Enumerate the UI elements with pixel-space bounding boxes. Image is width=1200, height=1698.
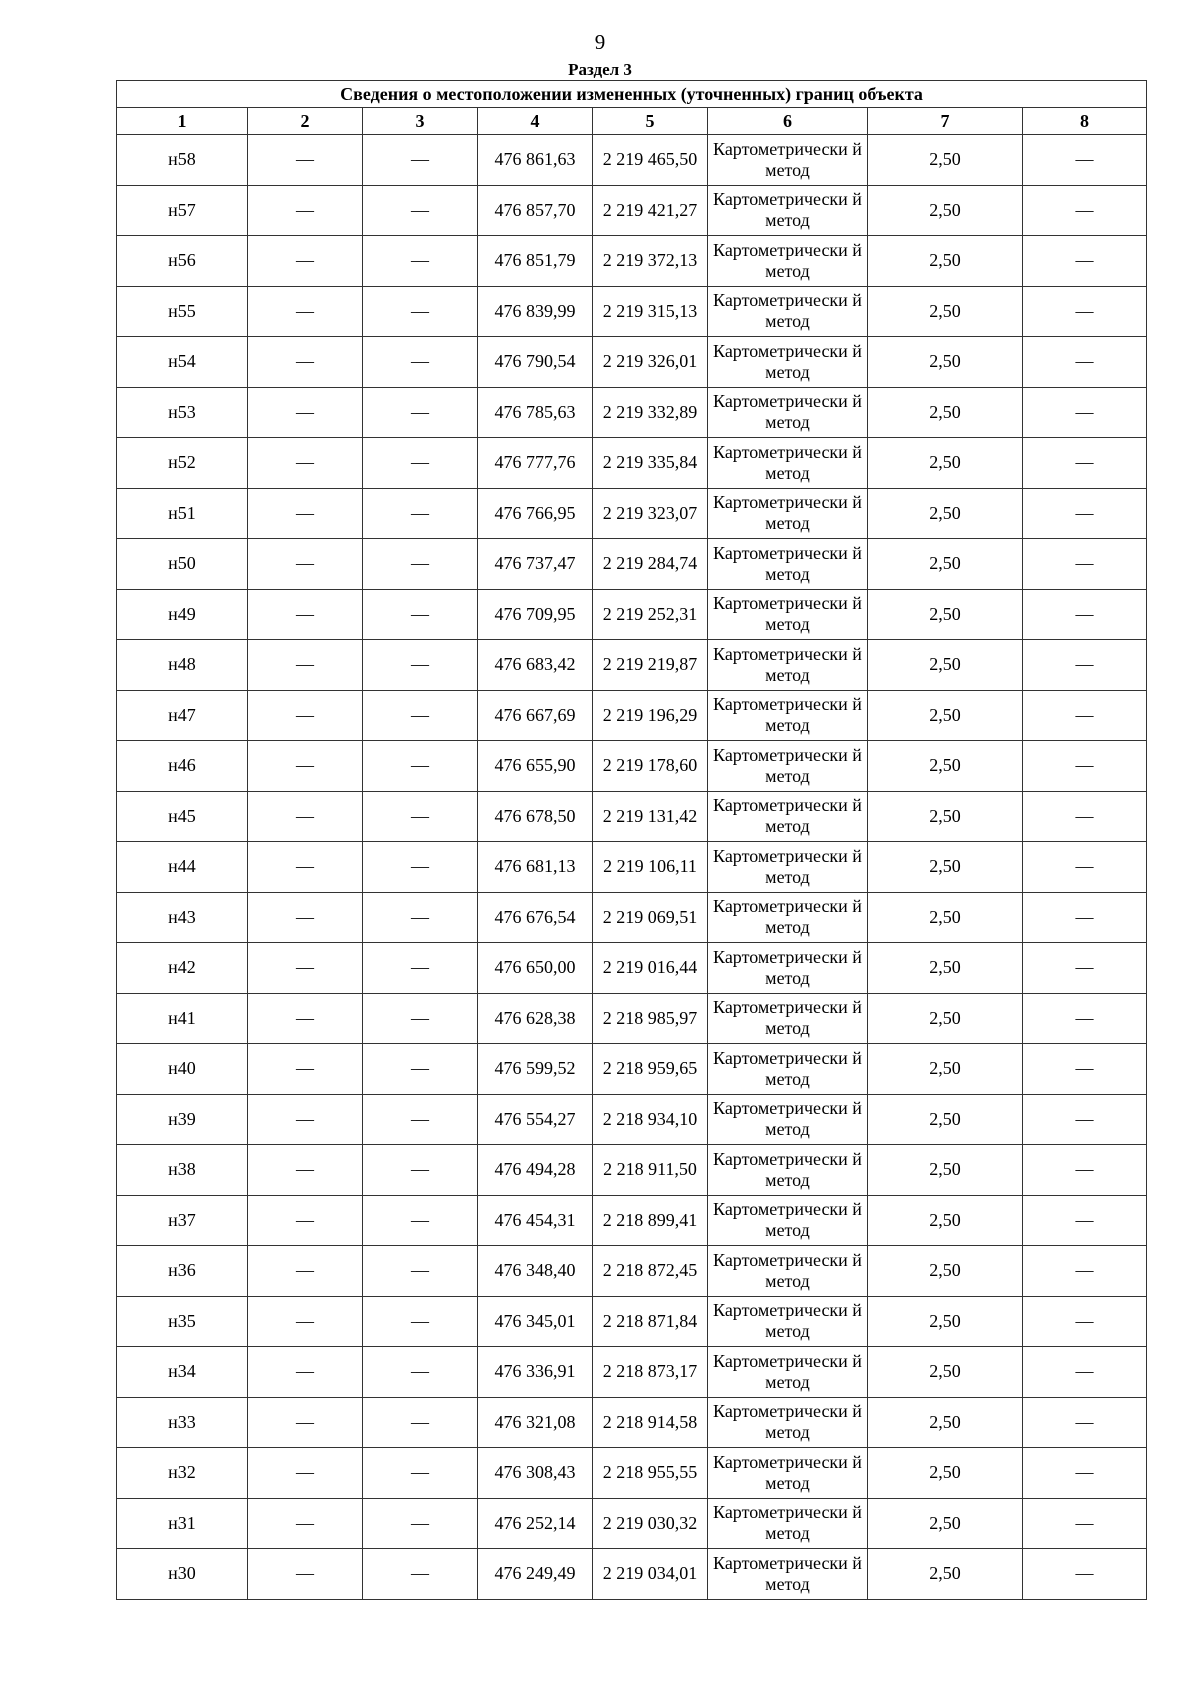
x-coordinate: 476 737,47 bbox=[478, 539, 593, 590]
col3-value: — bbox=[363, 488, 478, 539]
table-row bbox=[117, 539, 1147, 590]
col2-value: — bbox=[248, 690, 363, 741]
col3-value: — bbox=[363, 1448, 478, 1499]
col8-value: — bbox=[1023, 690, 1147, 741]
accuracy: 2,50 bbox=[868, 438, 1023, 489]
table-row bbox=[117, 589, 1147, 640]
point-label: н35 bbox=[117, 1296, 248, 1347]
point-label: н50 bbox=[117, 539, 248, 590]
accuracy: 2,50 bbox=[868, 842, 1023, 893]
col3-value: — bbox=[363, 842, 478, 893]
accuracy: 2,50 bbox=[868, 1498, 1023, 1549]
col2-value: — bbox=[248, 1549, 363, 1600]
table-body bbox=[117, 135, 1147, 1600]
col2-value: — bbox=[248, 488, 363, 539]
col8-value: — bbox=[1023, 236, 1147, 287]
col2-value: — bbox=[248, 1094, 363, 1145]
accuracy: 2,50 bbox=[868, 589, 1023, 640]
point-label: н31 bbox=[117, 1498, 248, 1549]
column-number: 5 bbox=[593, 108, 708, 135]
col3-value: — bbox=[363, 286, 478, 337]
x-coordinate: 476 249,49 bbox=[478, 1549, 593, 1600]
col3-value: — bbox=[363, 791, 478, 842]
accuracy: 2,50 bbox=[868, 690, 1023, 741]
col2-value: — bbox=[248, 387, 363, 438]
page-number: 9 bbox=[594, 30, 606, 54]
col2-value: — bbox=[248, 1246, 363, 1297]
col8-value: — bbox=[1023, 185, 1147, 236]
y-coordinate: 2 219 252,31 bbox=[593, 589, 708, 640]
method: Картометрически й метод bbox=[708, 589, 868, 640]
point-label: н36 bbox=[117, 1246, 248, 1297]
y-coordinate: 2 219 323,07 bbox=[593, 488, 708, 539]
accuracy: 2,50 bbox=[868, 791, 1023, 842]
method: Картометрически й метод bbox=[708, 1549, 868, 1600]
point-label: н48 bbox=[117, 640, 248, 691]
y-coordinate: 2 219 069,51 bbox=[593, 892, 708, 943]
x-coordinate: 476 599,52 bbox=[478, 1044, 593, 1095]
col2-value: — bbox=[248, 640, 363, 691]
point-label: н38 bbox=[117, 1145, 248, 1196]
col2-value: — bbox=[248, 1448, 363, 1499]
y-coordinate: 2 219 106,11 bbox=[593, 842, 708, 893]
accuracy: 2,50 bbox=[868, 993, 1023, 1044]
col3-value: — bbox=[363, 741, 478, 792]
point-label: н46 bbox=[117, 741, 248, 792]
x-coordinate: 476 861,63 bbox=[478, 135, 593, 186]
x-coordinate: 476 676,54 bbox=[478, 892, 593, 943]
y-coordinate: 2 219 196,29 bbox=[593, 690, 708, 741]
method: Картометрически й метод bbox=[708, 993, 868, 1044]
x-coordinate: 476 554,27 bbox=[478, 1094, 593, 1145]
x-coordinate: 476 655,90 bbox=[478, 741, 593, 792]
col2-value: — bbox=[248, 589, 363, 640]
col3-value: — bbox=[363, 1347, 478, 1398]
x-coordinate: 476 321,08 bbox=[478, 1397, 593, 1448]
point-label: н55 bbox=[117, 286, 248, 337]
table-row bbox=[117, 640, 1147, 691]
col8-value: — bbox=[1023, 741, 1147, 792]
method: Картометрически й метод bbox=[708, 1195, 868, 1246]
x-coordinate: 476 839,99 bbox=[478, 286, 593, 337]
method: Картометрически й метод bbox=[708, 1498, 868, 1549]
col2-value: — bbox=[248, 438, 363, 489]
y-coordinate: 2 219 315,13 bbox=[593, 286, 708, 337]
y-coordinate: 2 219 016,44 bbox=[593, 943, 708, 994]
x-coordinate: 476 336,91 bbox=[478, 1347, 593, 1398]
point-label: н34 bbox=[117, 1347, 248, 1398]
accuracy: 2,50 bbox=[868, 1448, 1023, 1499]
col2-value: — bbox=[248, 892, 363, 943]
col8-value: — bbox=[1023, 135, 1147, 186]
col3-value: — bbox=[363, 1145, 478, 1196]
col3-value: — bbox=[363, 1498, 478, 1549]
col2-value: — bbox=[248, 135, 363, 186]
col2-value: — bbox=[248, 1347, 363, 1398]
accuracy: 2,50 bbox=[868, 1549, 1023, 1600]
col3-value: — bbox=[363, 1296, 478, 1347]
method: Картометрически й метод bbox=[708, 892, 868, 943]
method: Картометрически й метод bbox=[708, 438, 868, 489]
y-coordinate: 2 218 959,65 bbox=[593, 1044, 708, 1095]
y-coordinate: 2 218 985,97 bbox=[593, 993, 708, 1044]
x-coordinate: 476 709,95 bbox=[478, 589, 593, 640]
table-row bbox=[117, 1094, 1147, 1145]
col8-value: — bbox=[1023, 791, 1147, 842]
point-label: н41 bbox=[117, 993, 248, 1044]
method: Картометрически й метод bbox=[708, 286, 868, 337]
point-label: н40 bbox=[117, 1044, 248, 1095]
col2-value: — bbox=[248, 1397, 363, 1448]
col8-value: — bbox=[1023, 1296, 1147, 1347]
col8-value: — bbox=[1023, 1347, 1147, 1398]
table-row bbox=[117, 993, 1147, 1044]
column-number: 7 bbox=[868, 108, 1023, 135]
col8-value: — bbox=[1023, 842, 1147, 893]
accuracy: 2,50 bbox=[868, 1296, 1023, 1347]
table-row bbox=[117, 438, 1147, 489]
col2-value: — bbox=[248, 1498, 363, 1549]
accuracy: 2,50 bbox=[868, 1347, 1023, 1398]
table-row bbox=[117, 1498, 1147, 1549]
table-row bbox=[117, 1246, 1147, 1297]
accuracy: 2,50 bbox=[868, 640, 1023, 691]
x-coordinate: 476 252,14 bbox=[478, 1498, 593, 1549]
col3-value: — bbox=[363, 236, 478, 287]
table-row bbox=[117, 943, 1147, 994]
col8-value: — bbox=[1023, 993, 1147, 1044]
table-row bbox=[117, 1195, 1147, 1246]
method: Картометрически й метод bbox=[708, 539, 868, 590]
method: Картометрически й метод bbox=[708, 741, 868, 792]
method: Картометрически й метод bbox=[708, 236, 868, 287]
col8-value: — bbox=[1023, 387, 1147, 438]
x-coordinate: 476 308,43 bbox=[478, 1448, 593, 1499]
col2-value: — bbox=[248, 286, 363, 337]
x-coordinate: 476 494,28 bbox=[478, 1145, 593, 1196]
table-caption: Сведения о местоположении измененных (уточненных) границ объекта bbox=[117, 81, 1147, 108]
y-coordinate: 2 218 872,45 bbox=[593, 1246, 708, 1297]
col3-value: — bbox=[363, 539, 478, 590]
col3-value: — bbox=[363, 993, 478, 1044]
accuracy: 2,50 bbox=[868, 185, 1023, 236]
col3-value: — bbox=[363, 1044, 478, 1095]
y-coordinate: 2 218 873,17 bbox=[593, 1347, 708, 1398]
column-number-row bbox=[117, 108, 1147, 135]
method: Картометрически й метод bbox=[708, 1296, 868, 1347]
method: Картометрически й метод bbox=[708, 337, 868, 388]
table-row bbox=[117, 488, 1147, 539]
col3-value: — bbox=[363, 1246, 478, 1297]
col8-value: — bbox=[1023, 1246, 1147, 1297]
col8-value: — bbox=[1023, 488, 1147, 539]
col3-value: — bbox=[363, 1549, 478, 1600]
point-label: н47 bbox=[117, 690, 248, 741]
col8-value: — bbox=[1023, 1549, 1147, 1600]
col2-value: — bbox=[248, 185, 363, 236]
accuracy: 2,50 bbox=[868, 236, 1023, 287]
point-label: н43 bbox=[117, 892, 248, 943]
point-label: н30 bbox=[117, 1549, 248, 1600]
col3-value: — bbox=[363, 438, 478, 489]
y-coordinate: 2 219 034,01 bbox=[593, 1549, 708, 1600]
table-row bbox=[117, 1296, 1147, 1347]
y-coordinate: 2 218 871,84 bbox=[593, 1296, 708, 1347]
x-coordinate: 476 650,00 bbox=[478, 943, 593, 994]
x-coordinate: 476 678,50 bbox=[478, 791, 593, 842]
point-label: н51 bbox=[117, 488, 248, 539]
col8-value: — bbox=[1023, 1145, 1147, 1196]
point-label: н57 bbox=[117, 185, 248, 236]
col8-value: — bbox=[1023, 589, 1147, 640]
col2-value: — bbox=[248, 1296, 363, 1347]
accuracy: 2,50 bbox=[868, 539, 1023, 590]
col8-value: — bbox=[1023, 337, 1147, 388]
accuracy: 2,50 bbox=[868, 1044, 1023, 1095]
col3-value: — bbox=[363, 1397, 478, 1448]
method: Картометрически й метод bbox=[708, 1246, 868, 1297]
y-coordinate: 2 219 326,01 bbox=[593, 337, 708, 388]
table-row bbox=[117, 1397, 1147, 1448]
table-row bbox=[117, 1145, 1147, 1196]
col3-value: — bbox=[363, 337, 478, 388]
point-label: н52 bbox=[117, 438, 248, 489]
col3-value: — bbox=[363, 1195, 478, 1246]
x-coordinate: 476 851,79 bbox=[478, 236, 593, 287]
method: Картометрически й метод bbox=[708, 791, 868, 842]
method: Картометрически й метод bbox=[708, 640, 868, 691]
point-label: н45 bbox=[117, 791, 248, 842]
y-coordinate: 2 219 332,89 bbox=[593, 387, 708, 438]
x-coordinate: 476 785,63 bbox=[478, 387, 593, 438]
col3-value: — bbox=[363, 943, 478, 994]
x-coordinate: 476 683,42 bbox=[478, 640, 593, 691]
col3-value: — bbox=[363, 1094, 478, 1145]
col3-value: — bbox=[363, 135, 478, 186]
accuracy: 2,50 bbox=[868, 1195, 1023, 1246]
method: Картометрически й метод bbox=[708, 1397, 868, 1448]
accuracy: 2,50 bbox=[868, 488, 1023, 539]
accuracy: 2,50 bbox=[868, 387, 1023, 438]
method: Картометрически й метод bbox=[708, 1145, 868, 1196]
table-row bbox=[117, 286, 1147, 337]
y-coordinate: 2 218 914,58 bbox=[593, 1397, 708, 1448]
x-coordinate: 476 777,76 bbox=[478, 438, 593, 489]
column-number: 6 bbox=[708, 108, 868, 135]
table-row bbox=[117, 791, 1147, 842]
method: Картометрически й метод bbox=[708, 387, 868, 438]
y-coordinate: 2 218 934,10 bbox=[593, 1094, 708, 1145]
x-coordinate: 476 766,95 bbox=[478, 488, 593, 539]
table-row bbox=[117, 337, 1147, 388]
col2-value: — bbox=[248, 993, 363, 1044]
table-row bbox=[117, 1347, 1147, 1398]
col8-value: — bbox=[1023, 1498, 1147, 1549]
table-row bbox=[117, 741, 1147, 792]
x-coordinate: 476 345,01 bbox=[478, 1296, 593, 1347]
accuracy: 2,50 bbox=[868, 892, 1023, 943]
method: Картометрически й метод bbox=[708, 690, 868, 741]
y-coordinate: 2 219 465,50 bbox=[593, 135, 708, 186]
col8-value: — bbox=[1023, 1397, 1147, 1448]
col3-value: — bbox=[363, 387, 478, 438]
point-label: н44 bbox=[117, 842, 248, 893]
x-coordinate: 476 681,13 bbox=[478, 842, 593, 893]
y-coordinate: 2 219 219,87 bbox=[593, 640, 708, 691]
x-coordinate: 476 628,38 bbox=[478, 993, 593, 1044]
table-row bbox=[117, 842, 1147, 893]
accuracy: 2,50 bbox=[868, 943, 1023, 994]
method: Картометрически й метод bbox=[708, 135, 868, 186]
point-label: н56 bbox=[117, 236, 248, 287]
col2-value: — bbox=[248, 741, 363, 792]
col2-value: — bbox=[248, 1195, 363, 1246]
y-coordinate: 2 218 955,55 bbox=[593, 1448, 708, 1499]
col8-value: — bbox=[1023, 1044, 1147, 1095]
point-label: н42 bbox=[117, 943, 248, 994]
table-row bbox=[117, 185, 1147, 236]
col3-value: — bbox=[363, 690, 478, 741]
col2-value: — bbox=[248, 1044, 363, 1095]
col2-value: — bbox=[248, 1145, 363, 1196]
y-coordinate: 2 219 421,27 bbox=[593, 185, 708, 236]
table-row bbox=[117, 892, 1147, 943]
col8-value: — bbox=[1023, 1195, 1147, 1246]
column-number: 1 bbox=[117, 108, 248, 135]
col2-value: — bbox=[248, 943, 363, 994]
table-row bbox=[117, 387, 1147, 438]
point-label: н33 bbox=[117, 1397, 248, 1448]
method: Картометрически й метод bbox=[708, 185, 868, 236]
point-label: н54 bbox=[117, 337, 248, 388]
y-coordinate: 2 219 284,74 bbox=[593, 539, 708, 590]
y-coordinate: 2 218 911,50 bbox=[593, 1145, 708, 1196]
method: Картометрически й метод bbox=[708, 943, 868, 994]
column-number: 4 bbox=[478, 108, 593, 135]
accuracy: 2,50 bbox=[868, 337, 1023, 388]
col8-value: — bbox=[1023, 640, 1147, 691]
method: Картометрически й метод bbox=[708, 842, 868, 893]
col3-value: — bbox=[363, 892, 478, 943]
column-number: 3 bbox=[363, 108, 478, 135]
col8-value: — bbox=[1023, 892, 1147, 943]
x-coordinate: 476 454,31 bbox=[478, 1195, 593, 1246]
col8-value: — bbox=[1023, 943, 1147, 994]
table-row bbox=[117, 1549, 1147, 1600]
col3-value: — bbox=[363, 185, 478, 236]
table-row bbox=[117, 236, 1147, 287]
point-label: н37 bbox=[117, 1195, 248, 1246]
method: Картометрически й метод bbox=[708, 1094, 868, 1145]
col2-value: — bbox=[248, 791, 363, 842]
point-label: н32 bbox=[117, 1448, 248, 1499]
accuracy: 2,50 bbox=[868, 1145, 1023, 1196]
column-number: 2 bbox=[248, 108, 363, 135]
col3-value: — bbox=[363, 589, 478, 640]
y-coordinate: 2 219 372,13 bbox=[593, 236, 708, 287]
col8-value: — bbox=[1023, 1448, 1147, 1499]
table-caption-row bbox=[117, 81, 1147, 108]
column-number: 8 bbox=[1023, 108, 1147, 135]
accuracy: 2,50 bbox=[868, 1246, 1023, 1297]
col8-value: — bbox=[1023, 438, 1147, 489]
y-coordinate: 2 219 030,32 bbox=[593, 1498, 708, 1549]
col2-value: — bbox=[248, 236, 363, 287]
col2-value: — bbox=[248, 842, 363, 893]
col8-value: — bbox=[1023, 539, 1147, 590]
method: Картометрически й метод bbox=[708, 1448, 868, 1499]
method: Картометрически й метод bbox=[708, 1044, 868, 1095]
point-label: н58 bbox=[117, 135, 248, 186]
point-label: н39 bbox=[117, 1094, 248, 1145]
point-label: н53 bbox=[117, 387, 248, 438]
x-coordinate: 476 857,70 bbox=[478, 185, 593, 236]
col2-value: — bbox=[248, 337, 363, 388]
table-row bbox=[117, 690, 1147, 741]
y-coordinate: 2 218 899,41 bbox=[593, 1195, 708, 1246]
col3-value: — bbox=[363, 640, 478, 691]
boundary-coordinates-table bbox=[116, 80, 1147, 1600]
y-coordinate: 2 219 178,60 bbox=[593, 741, 708, 792]
table-row bbox=[117, 1448, 1147, 1499]
y-coordinate: 2 219 131,42 bbox=[593, 791, 708, 842]
col8-value: — bbox=[1023, 1094, 1147, 1145]
accuracy: 2,50 bbox=[868, 286, 1023, 337]
col8-value: — bbox=[1023, 286, 1147, 337]
point-label: н49 bbox=[117, 589, 248, 640]
table-row bbox=[117, 135, 1147, 186]
x-coordinate: 476 348,40 bbox=[478, 1246, 593, 1297]
y-coordinate: 2 219 335,84 bbox=[593, 438, 708, 489]
x-coordinate: 476 790,54 bbox=[478, 337, 593, 388]
method: Картометрически й метод bbox=[708, 1347, 868, 1398]
x-coordinate: 476 667,69 bbox=[478, 690, 593, 741]
method: Картометрически й метод bbox=[708, 488, 868, 539]
section-title: Раздел 3 bbox=[568, 60, 632, 79]
accuracy: 2,50 bbox=[868, 741, 1023, 792]
table-row bbox=[117, 1044, 1147, 1095]
col2-value: — bbox=[248, 539, 363, 590]
accuracy: 2,50 bbox=[868, 1094, 1023, 1145]
accuracy: 2,50 bbox=[868, 135, 1023, 186]
accuracy: 2,50 bbox=[868, 1397, 1023, 1448]
